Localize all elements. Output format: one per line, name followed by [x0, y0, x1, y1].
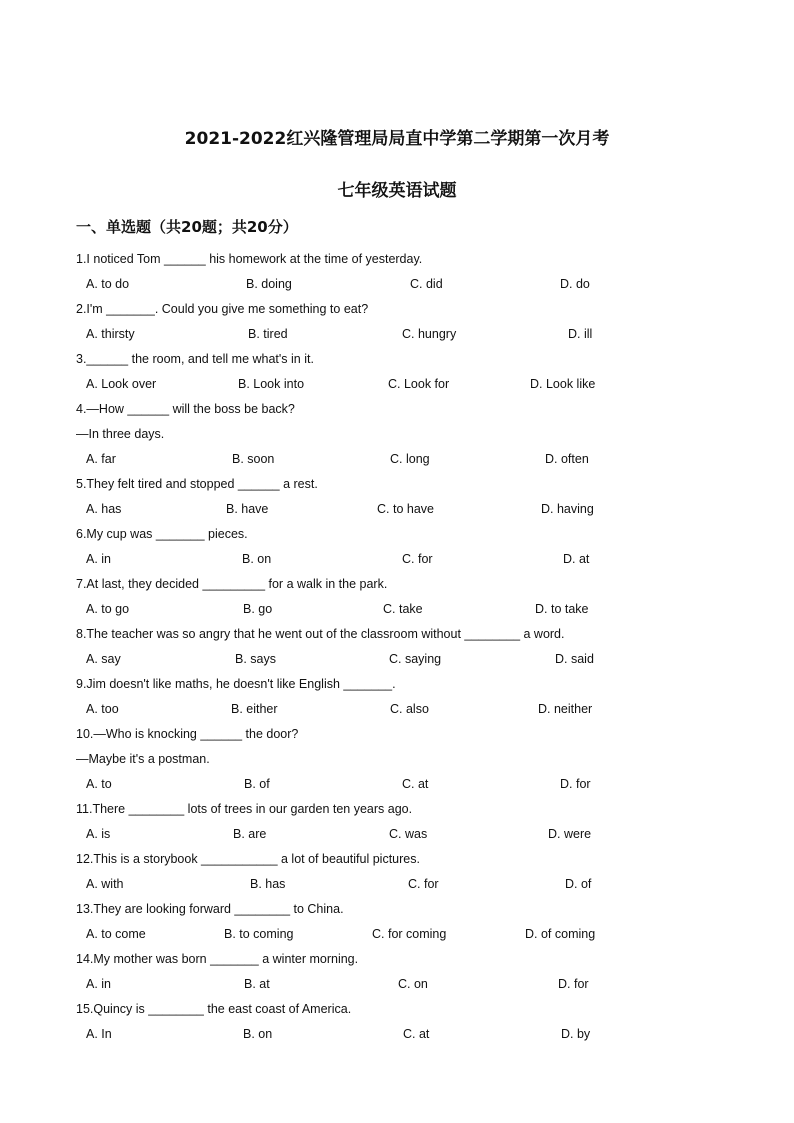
answer-option: D. were — [548, 827, 592, 841]
answer-option: B. Look into — [238, 377, 305, 391]
answer-option: A. has — [86, 502, 122, 516]
question-stem: 9.Jim doesn't like maths, he doesn't like English _______. — [76, 677, 396, 691]
question-stem: 1.I noticed Tom ______ his homework at the time of yesterday. — [76, 252, 423, 266]
answer-option: C. for — [402, 552, 433, 566]
answer-option: A. is — [86, 827, 111, 841]
answer-option: D. for — [560, 777, 591, 791]
answer-option: C. did — [410, 277, 443, 291]
answer-option: D. Look like — [530, 377, 596, 391]
answer-option: D. said — [555, 652, 594, 666]
answer-option: B. has — [250, 877, 286, 891]
answer-option: D. at — [563, 552, 590, 566]
question-stem: 12.This is a storybook ___________ a lot of beautiful pictures. — [76, 852, 420, 866]
answer-option: D. by — [561, 1027, 591, 1041]
answer-option: B. on — [243, 1027, 273, 1041]
answer-option: A. too — [86, 702, 119, 716]
answer-option: A. far — [86, 452, 116, 466]
answer-option: C. on — [398, 977, 428, 991]
answer-option: D. of — [565, 877, 592, 891]
answer-option: C. take — [383, 602, 423, 616]
answer-option: D. for — [558, 977, 589, 991]
answer-option: A. to come — [86, 927, 146, 941]
answer-option: B. soon — [232, 452, 275, 466]
answer-option: D. do — [560, 277, 590, 291]
answer-option: C. at — [402, 777, 429, 791]
answer-option: A. to go — [86, 602, 130, 616]
question-stem: 6.My cup was _______ pieces. — [76, 527, 248, 541]
question-stem: 15.Quincy is ________ the east coast of America. — [76, 1002, 352, 1016]
exam-title: 2021-2022红兴隆管理局局直中学第二学期第一次月考 — [184, 129, 610, 149]
question-stem: 14.My mother was born _______ a winter morning. — [76, 952, 359, 966]
answer-option: C. to have — [377, 502, 434, 516]
answer-option: A. with — [86, 877, 124, 891]
answer-option: A. thirsty — [86, 327, 135, 341]
answer-option: B. either — [231, 702, 278, 716]
question-stem: 13.They are looking forward ________ to China. — [76, 902, 344, 916]
question-stem: 5.They felt tired and stopped ______ a rest. — [76, 477, 318, 491]
answer-option: A. say — [86, 652, 121, 666]
answer-option: B. at — [244, 977, 270, 991]
answer-option: A. In — [86, 1027, 112, 1041]
answer-option: D. neither — [538, 702, 593, 716]
answer-option: C. at — [403, 1027, 430, 1041]
answer-option: D. often — [545, 452, 589, 466]
question-stem: 7.At last, they decided _________ for a walk in the park. — [76, 577, 388, 591]
answer-option: C. for — [408, 877, 439, 891]
answer-option: B. doing — [246, 277, 292, 291]
answer-option: C. long — [390, 452, 430, 466]
answer-option: A. in — [86, 552, 112, 566]
answer-option: A. to do — [86, 277, 130, 291]
answer-option: A. in — [86, 977, 112, 991]
exam-subtitle: 七年级英语试题 — [337, 181, 457, 201]
section-heading: 一、单选题（共20题；共20分） — [76, 218, 298, 236]
question-dialogue-line: —In three days. — [76, 427, 165, 441]
question-stem: 2.I'm _______. Could you give me something to eat? — [76, 302, 369, 316]
question-stem: 8.The teacher was so angry that he went out of the classroom without ________ a word. — [76, 627, 565, 641]
answer-option: B. of — [244, 777, 270, 791]
answer-option: C. Look for — [388, 377, 450, 391]
question-dialogue-line: —Maybe it's a postman. — [76, 752, 210, 766]
answer-option: D. having — [541, 502, 594, 516]
answer-option: B. go — [243, 602, 273, 616]
answer-option: B. on — [242, 552, 272, 566]
answer-option: C. for coming — [372, 927, 447, 941]
answer-option: B. says — [235, 652, 276, 666]
question-stem: 4.—How ______ will the boss be back? — [76, 402, 295, 416]
answer-option: D. of coming — [525, 927, 596, 941]
answer-option: B. are — [233, 827, 267, 841]
answer-option: A. to — [86, 777, 112, 791]
answer-option: A. Look over — [86, 377, 157, 391]
answer-option: B. have — [226, 502, 269, 516]
answer-option: C. was — [389, 827, 428, 841]
answer-option: C. hungry — [402, 327, 457, 341]
answer-option: B. tired — [248, 327, 288, 341]
answer-option: C. also — [390, 702, 429, 716]
answer-option: D. ill — [568, 327, 593, 341]
answer-option: C. saying — [389, 652, 442, 666]
question-stem: 11.There ________ lots of trees in our garden ten years ago. — [76, 802, 413, 816]
question-stem: 3.______ the room, and tell me what's in it. — [76, 352, 314, 366]
answer-option: B. to coming — [224, 927, 294, 941]
answer-option: D. to take — [535, 602, 589, 616]
question-stem: 10.—Who is knocking ______ the door? — [76, 727, 299, 741]
